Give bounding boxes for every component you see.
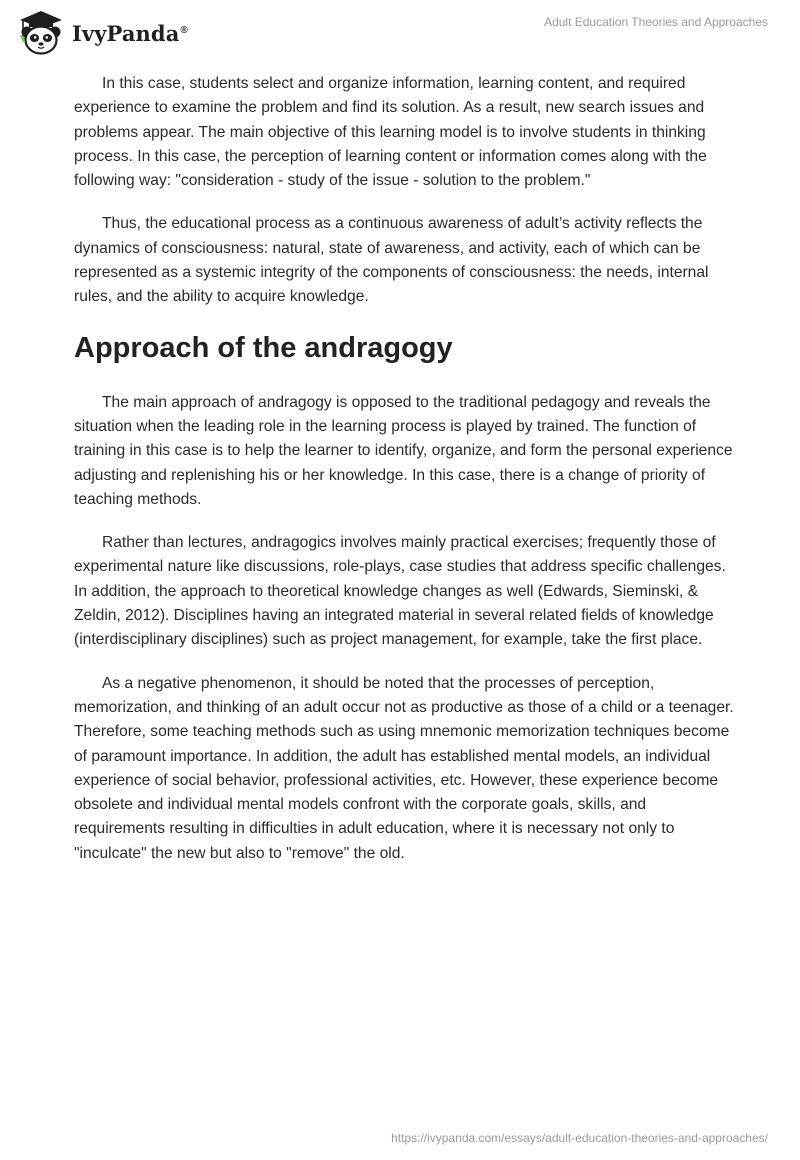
paragraph: Rather than lectures, andragogics involves mainly practical exercises; frequently those of experimental nature like discussions, role-plays, case studies that address specific challenges. In addition, the approach to theoretical knowledge changes as well (Edwards, Sieminski, & Zeldin, 2012). Disciplines having an integrated material in several related fields of knowledge (interdisciplinary disciplines) such as project management, for example, take the first place. [74, 534, 726, 649]
source-url[interactable]: https://ivypanda.com/essays/adult-education-theories-and-approaches/ [391, 1131, 768, 1145]
registered-mark: ® [180, 24, 188, 36]
paragraph: As a negative phenomenon, it should be noted that the processes of perception, memorization, and thinking of an adult occur not as productive as those of a child or a teenager. Therefore, some teaching methods such as using mnemonic memorization techniques become of paramount importance. In addition, the adult has established mental models, an individual experience of social behavior, professional activities, etc. However, these experience become obsolete and individual mental models confront with the corporate goals, skills, and requirements resulting in difficulties in adult education, where it is necessary not only to "inculcate" the new but also to "remove" the old. [74, 674, 734, 862]
essay-content [74, 72, 734, 885]
logo-wordmark: IvyPanda® [72, 20, 188, 46]
ivypanda-logo[interactable] [14, 8, 188, 56]
paragraph: The main approach of andragogy is opposed to the traditional pedagogy and reveals the situation when the leading role in the learning process is played by trained. The function of training in this case is to help the learner to identify, organize, and form the personal experience adjusting and replenishing his or her knowledge. In this case, there is a change of priority of teaching methods. [74, 393, 733, 508]
paragraph: In this case, students select and organize information, learning content, and required experience to examine the problem and find its solution. As a result, new search issues and problems appear. The main objective of this learning model is to involve students in thinking process. In this case, the perception of learning content or information comes along with the following way: "consideration - study of the issue - solution to the problem." [74, 75, 707, 190]
paragraph: Thus, the educational process as a continuous awareness of adult’s activity reflects the dynamics of consciousness: natural, state of awareness, and activity, each of which can be represented as a systemic integrity of the components of consciousness: the needs, internal rules, and the ability to acquire knowledge. [74, 215, 709, 306]
page-header [0, 0, 800, 60]
panda-graduate-icon [14, 8, 66, 56]
document-title: Adult Education Theories and Approaches [544, 15, 768, 29]
section-heading: Approach of the andragogy [74, 331, 453, 364]
